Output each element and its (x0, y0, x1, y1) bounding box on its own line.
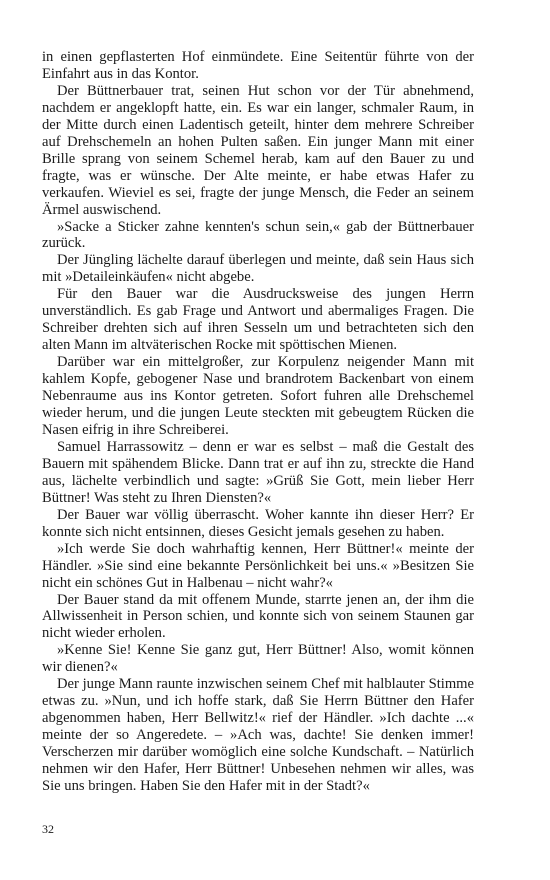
paragraph: Der Büttnerbauer trat, seinen Hut schon vor der Tür abnehmend, nachdem er angeklopft hatte, ein. Es war ein langer, schmaler Raum, in der Mitte durch einen Ladentisch geteilt, hinter dem mehrere Schreiber auf Drehschemeln an hohen Pulten saßen. Ein junger Mann mit einer Brille sprang von seinem Schemel herab, kam auf den Bauer zu und fragte, was er wünsche. Der Alte meinte, er habe etwas Hafer zu verkaufen. Wieviel es sei, fragte der junge Mensch, die Feder an seinem Ärmel auswischend. (42, 82, 474, 218)
paragraph-continued: in einen gepflasterten Hof einmündete. Eine Seitentür führte von der Einfahrt aus in das Kontor. (42, 49, 474, 82)
paragraph: Samuel Harrassowitz – denn er war es selbst – maß die Gestalt des Bauern mit spähendem Blicke. Dann trat er auf ihn zu, streckte die Hand aus, lächelte verbindlich und sagte: »Grüß Sie Gott, mein lieber Herr Büttner! Was steht zu Ihren Diensten?« (42, 438, 474, 506)
paragraph: Für den Bauer war die Ausdrucksweise des jungen Herrn unverständlich. Es gab Frage und Antwort und abermaliges Fragen. Die Schreiber drehten sich auf ihren Sesseln um und betrachteten sich den alten Mann im altväterischen Rocke mit spöttischen Mienen. (42, 286, 474, 354)
page-number: 32 (42, 822, 54, 836)
paragraph: Darüber war ein mittelgroßer, zur Korpulenz neigender Mann mit kahlem Kopfe, gebogener Nase und brandrotem Backenbart von einem Nebenraume aus ins Kontor getreten. Sofort fuhren alle Drehschemel wieder herum, und die jungen Leute steckten mit gebeugtem Rücken die Nasen eifrig in ihre Schreiberei. (42, 354, 474, 438)
paragraph: Der junge Mann raunte inzwischen seinem Chef mit halblauter Stimme etwas zu. »Nun, und ich hoffe stark, daß Sie Herrn Büttner den Hafer abgenommen haben, Herr Bellwitz!« rief der Händler. »Ich dachte ...« meinte der so Angeredete. – »Ach was, dachte! Sie denken immer! Verscherzen mir darüber womöglich eine solche Kundschaft. – Natürlich nehmen wir den Hafer, Herr Büttner! Unbesehen nehmen wir alles, was Sie uns bringen. Haben Sie den Hafer mit in der Stadt?« (42, 676, 474, 794)
paragraph: »Ich werde Sie doch wahrhaftig kennen, Herr Büttner!« meinte der Händler. »Sie sind eine bekannte Persönlichkeit bei uns.« »Besitzen Sie nicht ein schönes Gut in Halbenau – nicht wahr?« (42, 540, 474, 591)
body-text (42, 49, 474, 795)
paragraph: Der Bauer stand da mit offenem Munde, starrte jenen an, der ihm die Allwissenheit in Person schien, und konnte sich von seinem Staunen gar nicht wieder erholen. (42, 591, 474, 642)
paragraph: »Sacke a Sticker zahne kennten's schun sein,« gab der Büttnerbauer zurück. (42, 218, 474, 252)
paragraph: Der Bauer war völlig überrascht. Woher kannte ihn dieser Herr? Er konnte sich nicht entsinnen, dieses Gesicht jemals gesehen zu haben. (42, 506, 474, 540)
paragraph: »Kenne Sie! Kenne Sie ganz gut, Herr Büttner! Also, womit können wir dienen?« (42, 642, 474, 676)
paragraph: Der Jüngling lächelte darauf überlegen und meinte, daß sein Haus sich mit »Detaileinkäufen« nicht abgebe. (42, 252, 474, 286)
